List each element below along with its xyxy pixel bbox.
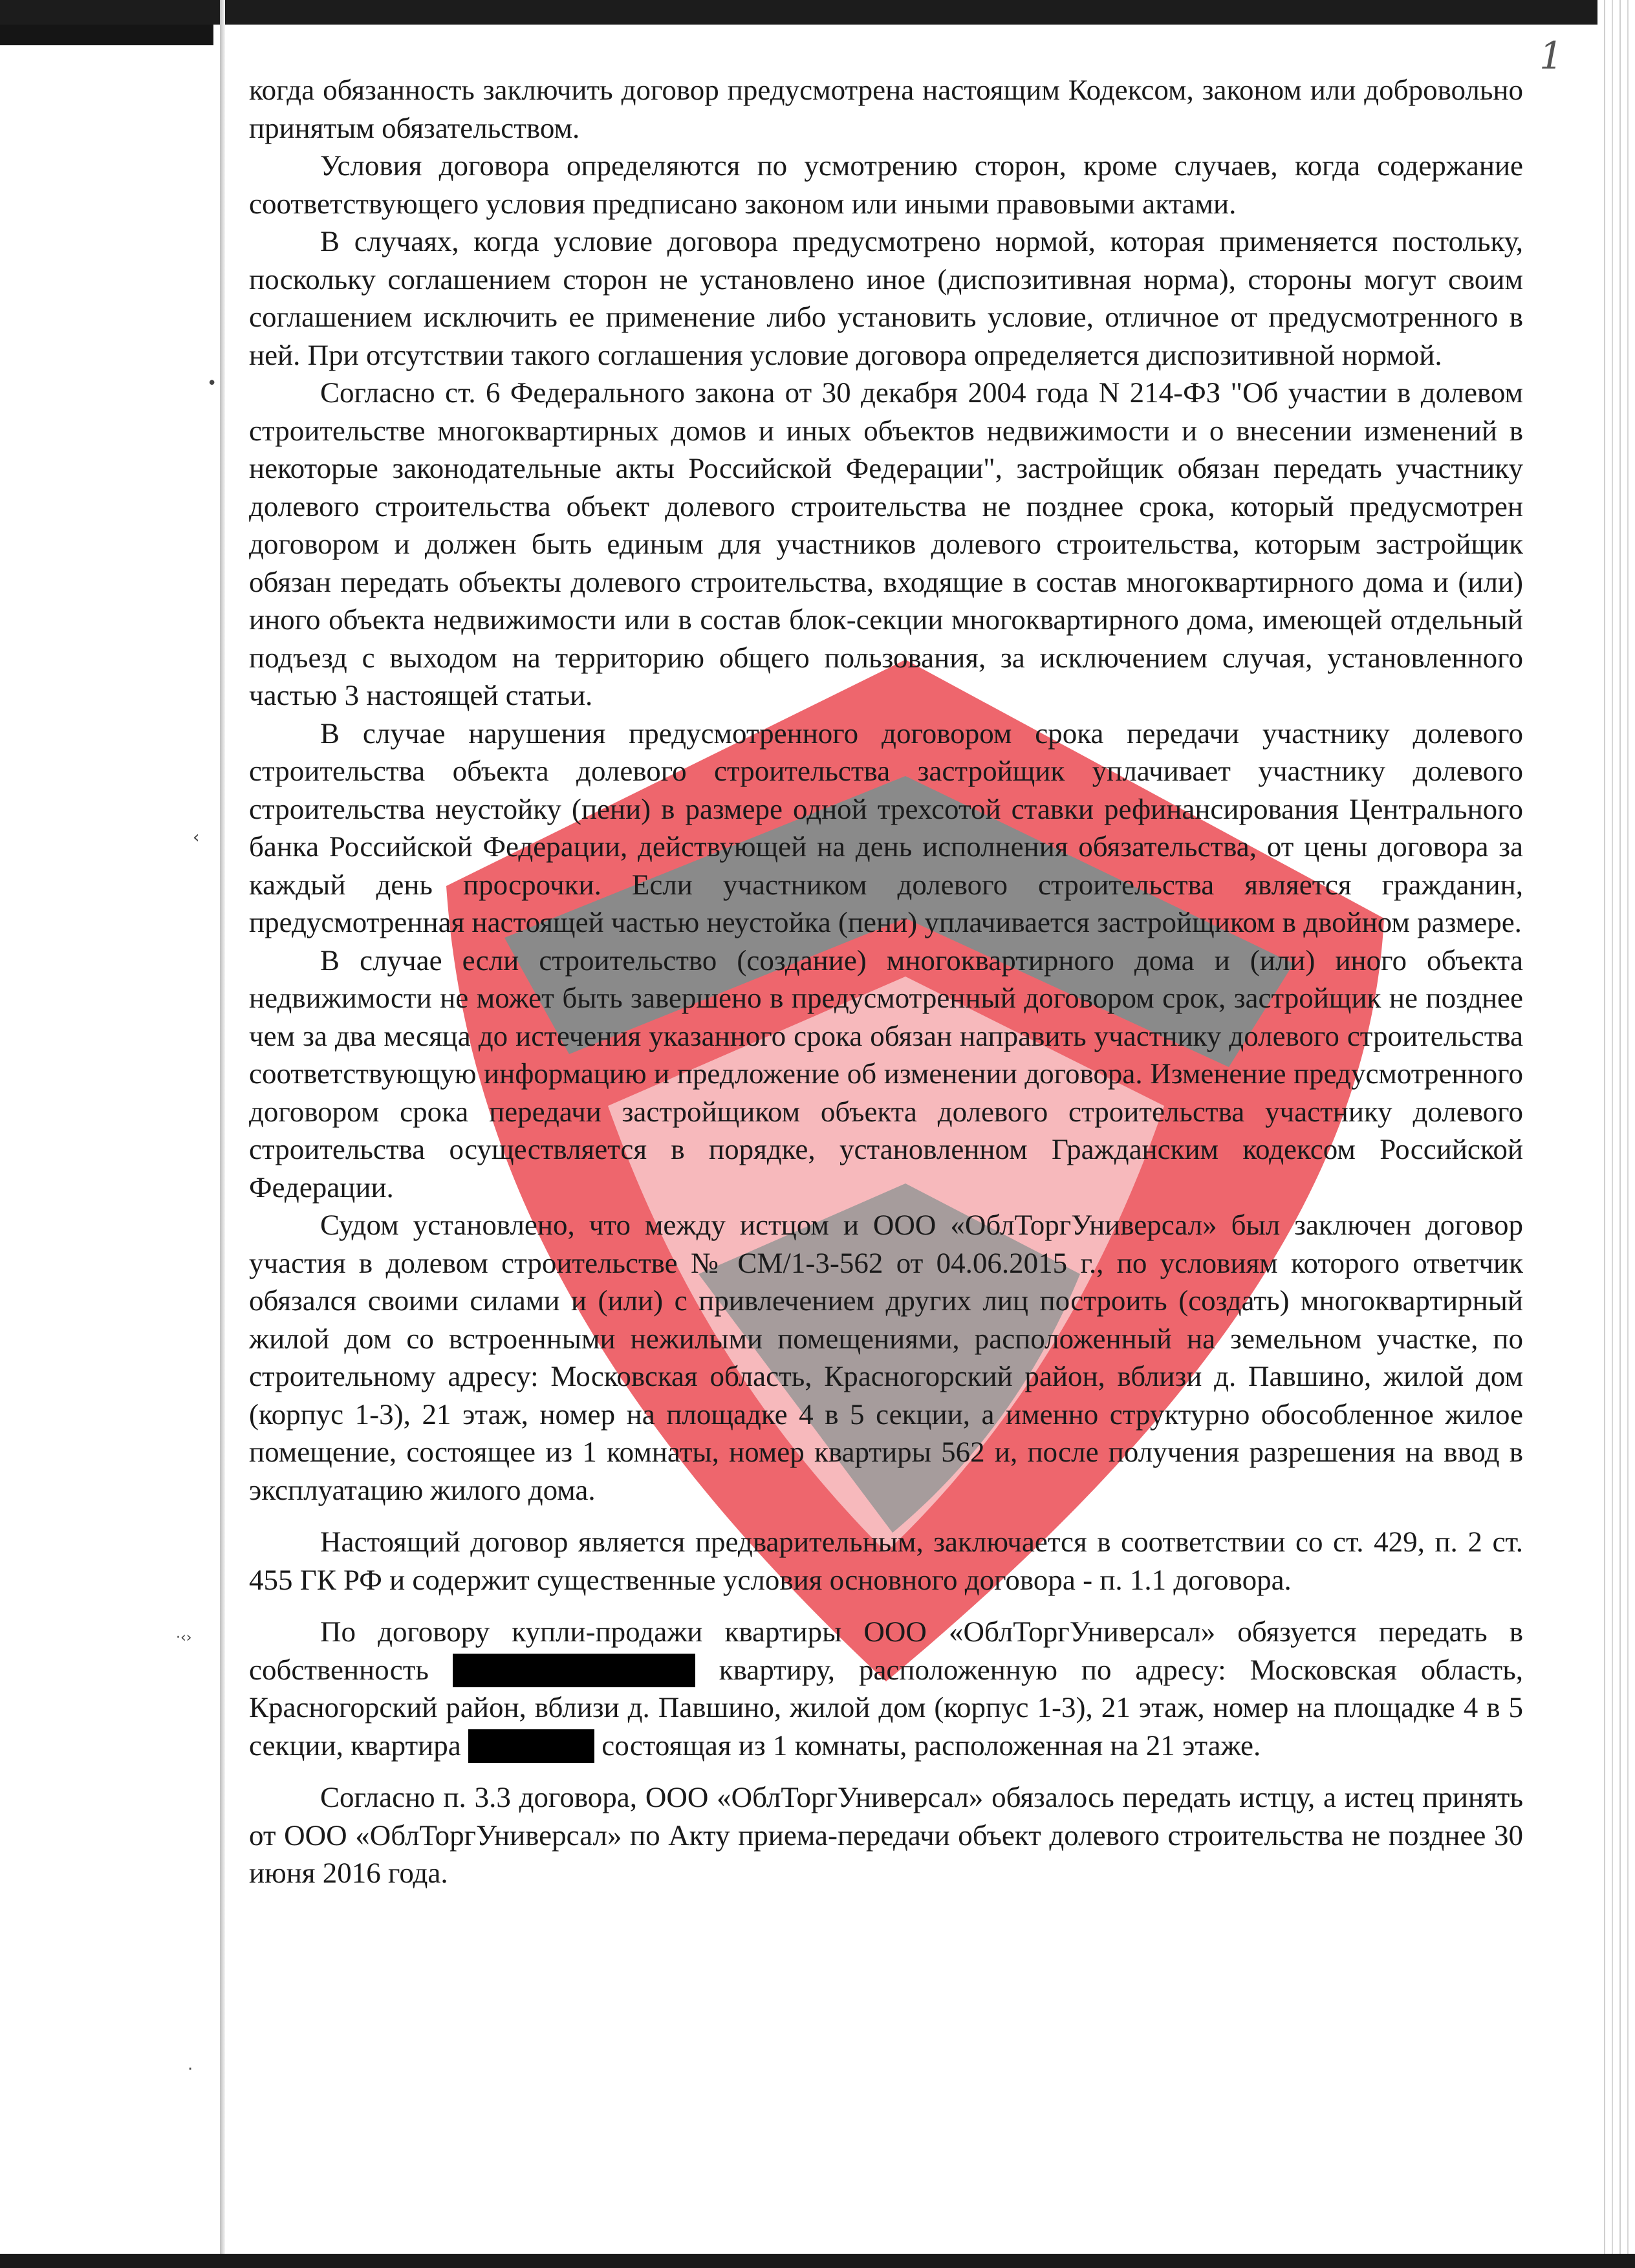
page-left-shadow [220,0,225,2268]
paragraph: В случае нарушения предусмотренного договором срока передачи участнику долевого строительства объекта долевого строительства застройщик уплачивает участнику долевого строительства неустойку (пени) в размере одной трехсотой ставки рефинансирования Центрального банка Российской Федерации, действующей на день исполнения обязательства, от цены договора за каждый день просрочки. Если участником долевого строительства является гражданин, предусмотренная настоящей частью неустойка (пени) уплачивается застройщиком в двойном размере. [249,717,1523,938]
paragraph-text: квартиру, расположенную по адресу: Московская область, Красногорский район, вблизи д. Павшино, жилой дом (корпус 1-3), 21 этаж, номер на площадке 4 в 5 секции, квартира [249,1653,1523,1762]
paragraph: В случаях, когда условие договора предусмотрено нормой, которая применяется постольку, поскольку соглашением сторон не установлено иное (диспозитивная норма), стороны могут своим соглашением исключить ее применение либо установить условие, отличное от предусмотренного в ней. При отсутствии такого соглашения условие договора определяется диспозитивной нормой. [249,225,1523,371]
paragraph: Согласно ст. 6 Федерального закона от 30 декабря 2004 года N 214-ФЗ "Об участии в долевом строительстве многоквартирных домов и иных объектов недвижимости и о внесении изменений в некоторые законодательные акты Российской Федерации", застройщик обязан передать участнику долевого строительства объект долевого строительства не позднее срока, который предусмотрен договором и должен быть единым для участников долевого строительства, которым застройщик обязан передать объекты долевого строительства, входящие в состав многоквартирного дома и (или) иного объекта недвижимости или в состав блок-секции многоквартирного дома, имеющей отдельный подъезд с выходом на территорию общего пользования, за исключением случая, установленного частью 3 настоящей статьи. [249,376,1523,711]
binding-hole-mark: · [188,2060,193,2079]
scan-border-top [0,0,1635,25]
paragraph: Настоящий договор является предварительным, заключается в соответствии со ст. 429, п. 2 ст. 455 ГК РФ и содержит существенные условия основного договора - п. 1.1 договора. [249,1526,1523,1596]
scan-border-bottom [0,2254,1635,2268]
redaction-block [453,1654,695,1687]
document-body [249,71,1523,1892]
binding-hole-mark: ·‹› [176,1630,192,1646]
paragraph: Судом установлено, что между истцом и ООО «ОблТоргУниверсал» был заключен договор участия в долевом строительстве № СМ/1-3-562 от 04.06.2015 г., по условиям которого ответчик обязался своими силами и (или) с привлечением других лиц построить (создать) многоквартирный жилой дом со встроенными нежилыми помещениями, расположенный на земельном участке, по строительному адресу: Московская область, Красногорский район, вблизи д. Павшино, жилой дом (корпус 1-3), 21 этаж, номер на площадке 4 в 5 секции, а именно структурно обособленное жилое помещение, состоящее из 1 комнаты, номер квартиры 562 и, после получения разрешения на ввод в эксплуатацию жилого дома. [249,1209,1523,1506]
paragraph: Условия договора определяются по усмотрению сторон, кроме случаев, когда содержание соответствующего условия предписано законом или иными правовыми актами. [249,149,1523,220]
paragraph-text: По договору купли-продажи квартиры ООО «ОблТоргУниверсал» обязуется передать в собственность [249,1615,1523,1686]
page-number: 1 [1539,34,1563,78]
paragraph: Согласно п. 3.3 договора, ООО «ОблТоргУниверсал» обязалось передать истцу, а истец принять от ООО «ОблТоргУниверсал» по Акту приема-передачи объект долевого строительства не позднее 30 июня 2016 года. [249,1781,1523,1889]
paragraph: В случае если строительство (создание) многоквартирного дома и (или) иного объекта недвижимости не может быть завершено в предусмотренный договором срок, застройщик не позднее чем за два месяца до истечения указанного срока обязан направить участнику долевого строительства соответствующую информацию и предложение об изменении договора. Изменение предусмотренного договором срока передачи застройщиком объекта долевого строительства участнику долевого строительства осуществляется в порядке, установленном Гражданским кодексом Российской Федерации. [249,944,1523,1204]
redaction-block [468,1729,594,1763]
binding-hole-mark: ‹ [193,828,200,847]
paragraph-text: состоящая из 1 комнаты, расположенная на 21 этаже. [594,1729,1261,1762]
paragraph: когда обязанность заключить договор предусмотрена настоящим Кодексом, законом или добровольно принятым обязательством. [249,74,1523,144]
binding-hole-mark: • [207,374,217,393]
paragraph-with-redactions [249,1613,1523,1764]
stacked-pages-edge [1597,0,1635,2268]
